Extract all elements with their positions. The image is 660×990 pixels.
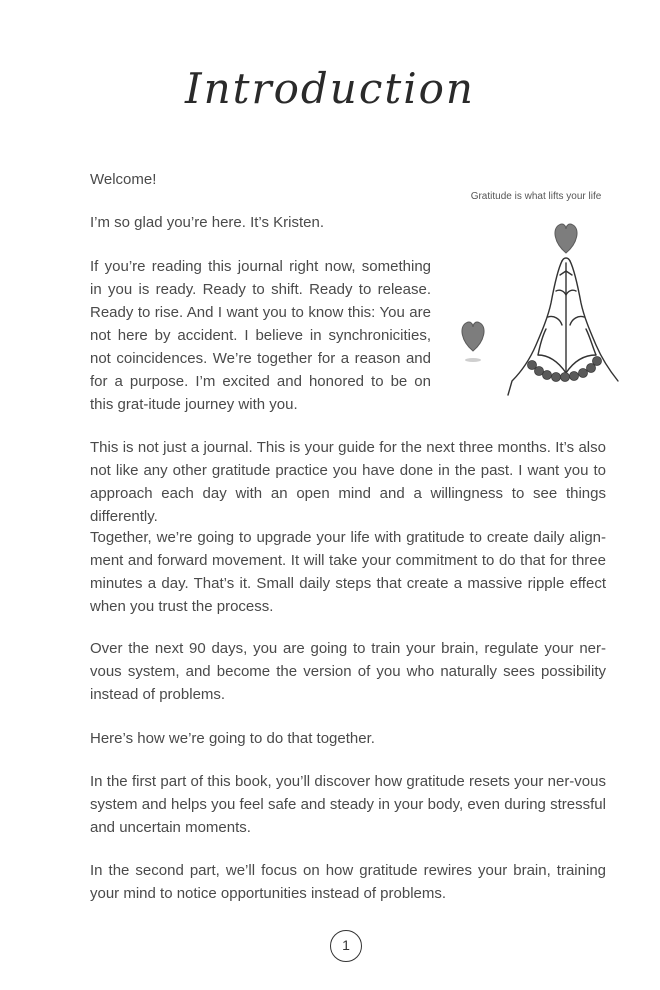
illustration-graphic — [450, 205, 622, 400]
paragraph-greeting: I’m so glad you’re here. It’s Kristen. — [90, 214, 324, 231]
heart-icon — [462, 322, 484, 362]
paragraph-how: Here’s how we’re going to do that together. — [90, 730, 375, 747]
paragraph-first-part: In the first part of this book, you’ll discover how gratitude resets your ner-vous system and helps you feel safe and steady in your body, even during stressful and uncertain moments. — [90, 773, 606, 836]
page-number: 1 — [330, 930, 362, 962]
paragraph-90-days: Over the next 90 days, you are going to train your brain, regulate your ner-vous system, and become the version of you who naturally sees possibility instead of problems. — [90, 640, 606, 703]
paragraph-ready: If you’re reading this journal right now, something in you is ready. Ready to shift. Ready to release. Ready to rise. And I want you to know this: You are not here by accident. I believe in synchronicities, not coincidences. We’re together for a reason and for a purpose. I’m excited and honored to be on this grat-itude journey with you. — [90, 258, 431, 413]
paragraph-welcome: Welcome! — [90, 171, 157, 188]
paragraph-guide: This is not just a journal. This is your guide for the next three months. It’s also not like any other gratitude practice you have done in the past. I want you to approach each day with an open mind and a willingness to see things differently. — [90, 439, 606, 525]
gratitude-illustration — [450, 183, 622, 398]
paragraph-together: Together, we’re going to upgrade your life with gratitude to create daily align-ment and forward movement. It will take your commitment to do that for three minutes a day. That’s it. Small daily steps that create a massive ripple effect when you trust the process. — [90, 529, 606, 615]
bead-bracelet — [528, 357, 602, 382]
heart-icon — [555, 224, 577, 253]
page-title: Introduction — [185, 64, 475, 113]
title-area — [0, 52, 660, 132]
illustration-caption: Gratitude is what lifts your life — [470, 191, 602, 202]
paragraph-second-part: In the second part, we’ll focus on how gratitude rewires your brain, training your mind to notice opportunities instead of problems. — [90, 862, 606, 902]
